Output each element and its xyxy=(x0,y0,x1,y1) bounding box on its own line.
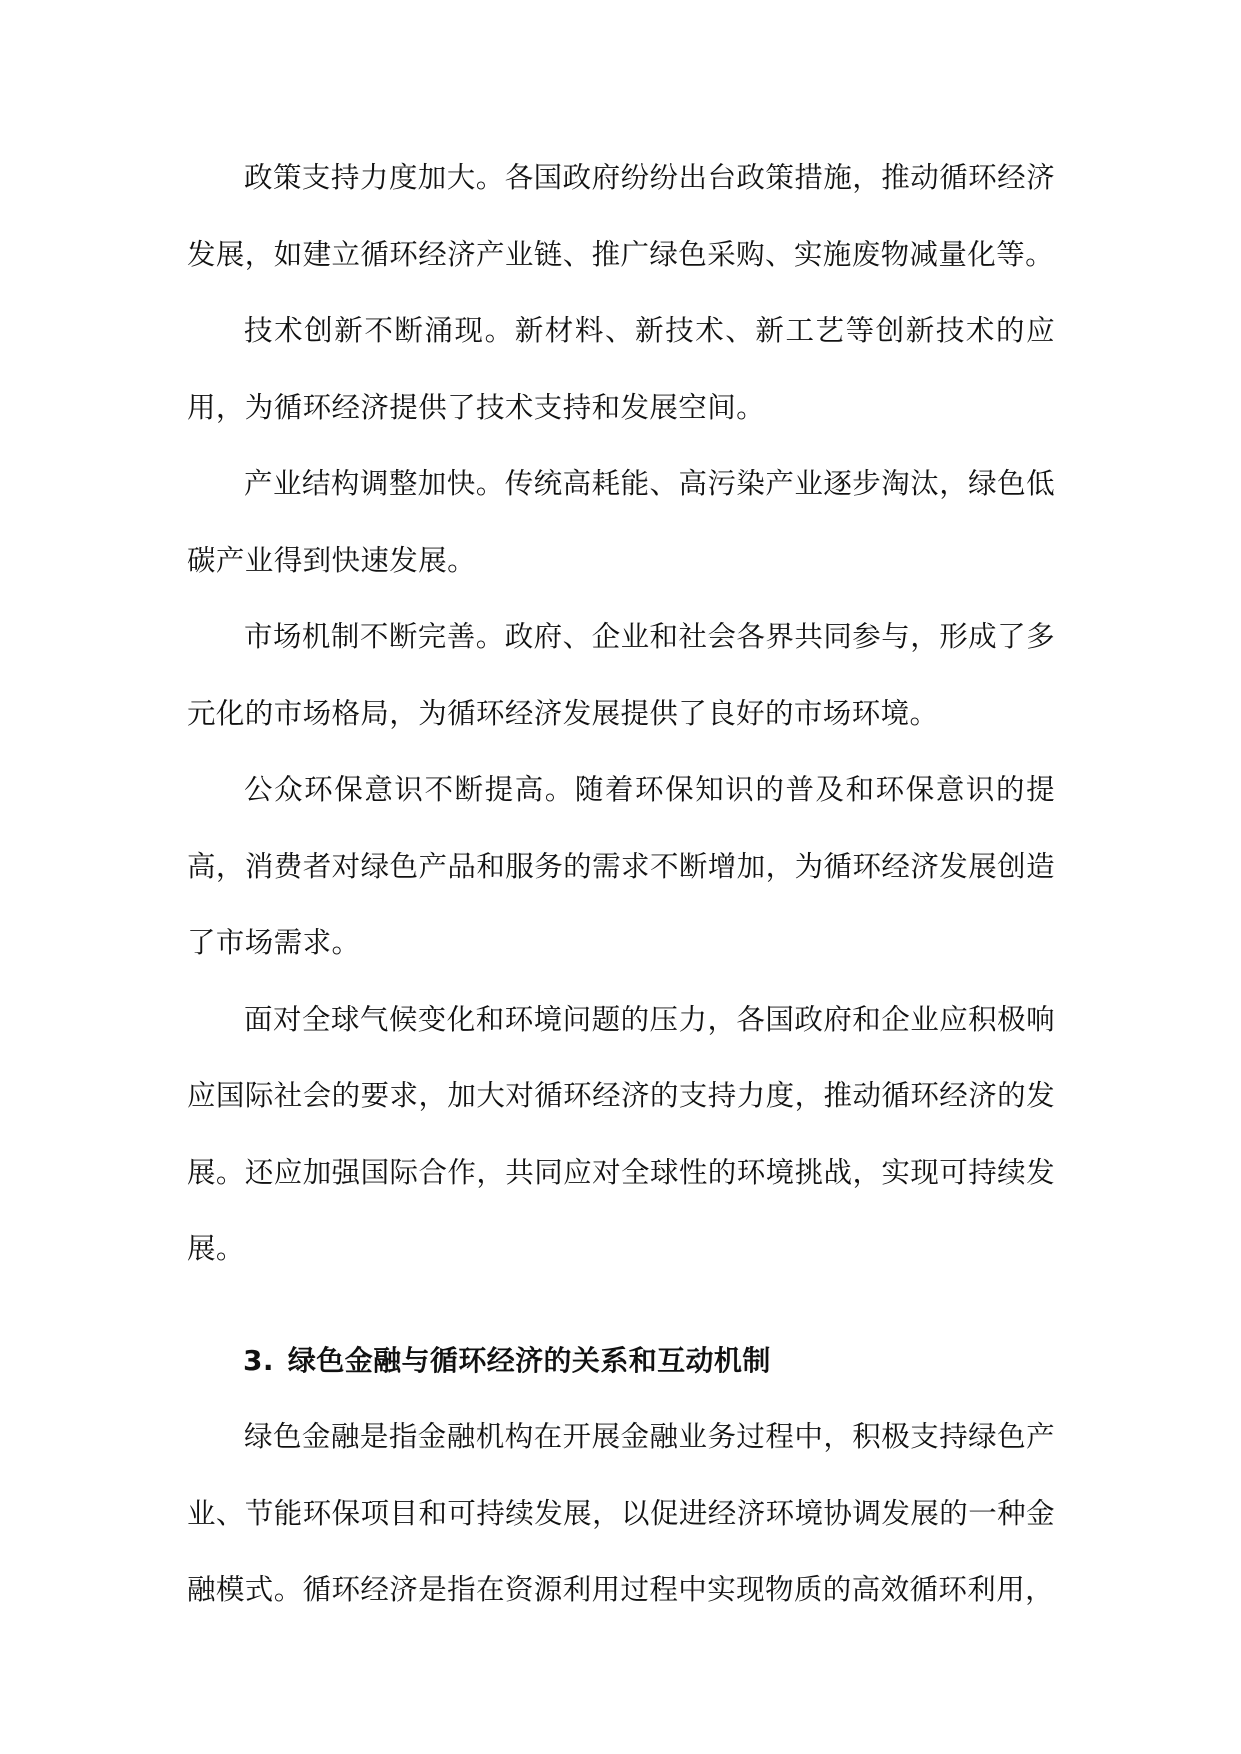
section-heading xyxy=(187,1323,1055,1400)
paragraph-tech-innovation: 技术创新不断涌现。新材料、新技术、新工艺等创新技术的应用，为循环经济提供了技术支持和发展空间。 xyxy=(187,314,1055,424)
paragraph-green-finance-definition: 绿色金融是指金融机构在开展金融业务过程中，积极支持绿色产业、节能环保项目和可持续发展，以促进经济环境协调发展的一种金融模式。循环经济是指在资源利用过程中实现物质的高效循环利用， xyxy=(187,1420,1055,1606)
section-number: 3. xyxy=(243,1343,274,1377)
paragraph-industrial-structure: 产业结构调整加快。传统高耗能、高污染产业逐步淘汰，绿色低碳产业得到快速发展。 xyxy=(187,467,1055,577)
document-body xyxy=(187,140,1055,1629)
paragraph-public-awareness: 公众环保意识不断提高。随着环保知识的普及和环保意识的提高，消费者对绿色产品和服务的需求不断增加，为循环经济发展创造了市场需求。 xyxy=(187,773,1055,959)
section-title: 绿色金融与循环经济的关系和互动机制 xyxy=(287,1343,771,1377)
paragraph-policy-support: 政策支持力度加大。各国政府纷纷出台政策措施，推动循环经济发展，如建立循环经济产业链、推广绿色采购、实施废物减量化等。 xyxy=(187,161,1055,271)
paragraph-market-mechanism: 市场机制不断完善。政府、企业和社会各界共同参与，形成了多元化的市场格局，为循环经济发展提供了良好的市场环境。 xyxy=(187,620,1055,730)
paragraph-global-climate: 面对全球气候变化和环境问题的压力，各国政府和企业应积极响应国际社会的要求，加大对循环经济的支持力度，推动循环经济的发展。还应加强国际合作，共同应对全球性的环境挑战，实现可持续发展。 xyxy=(187,1002,1055,1265)
